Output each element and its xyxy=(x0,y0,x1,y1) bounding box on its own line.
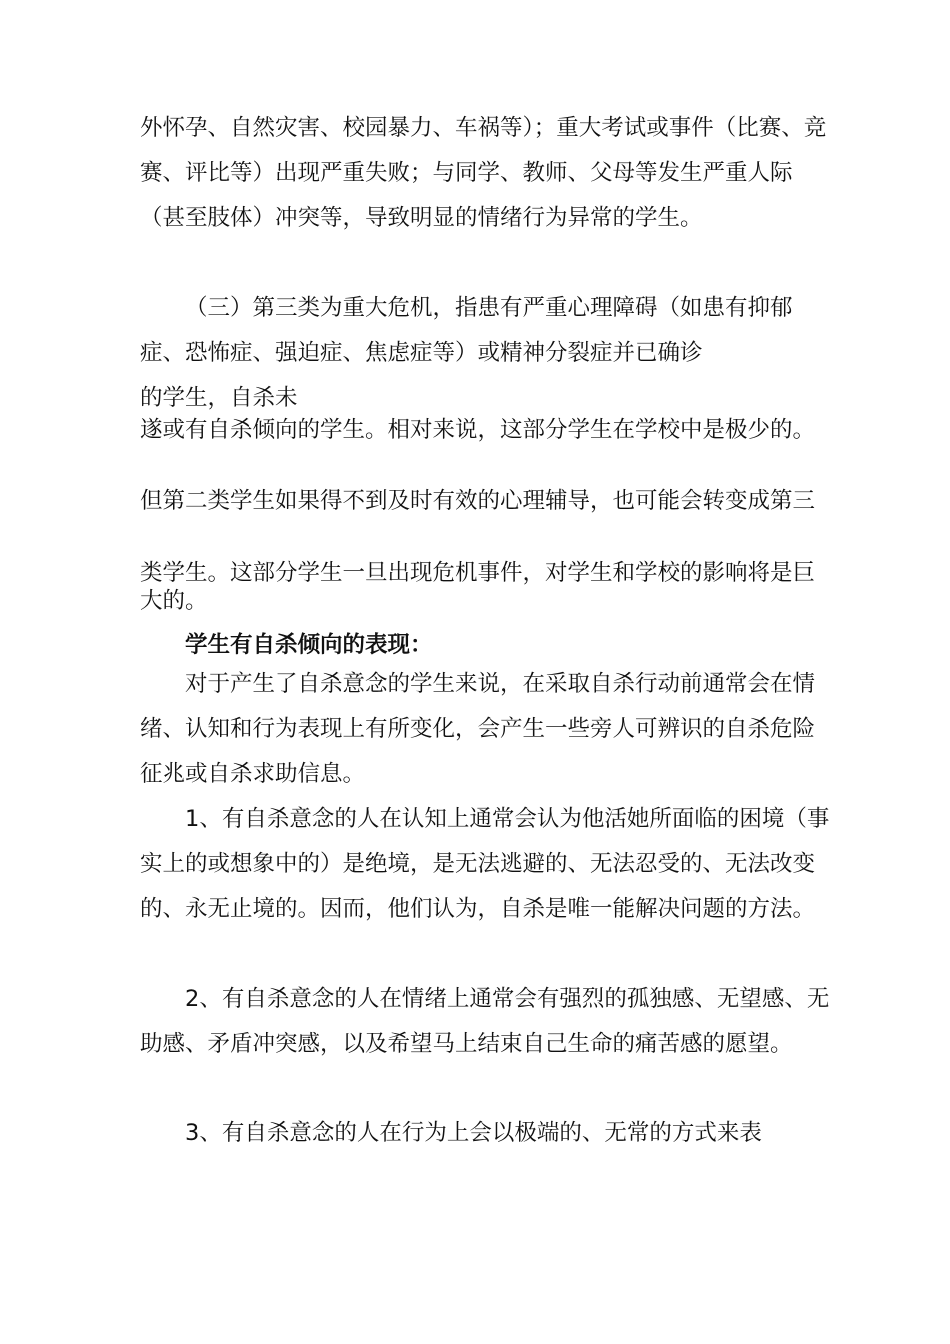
paragraph-second-category-transition: 但第二类学生如果得不到及时有效的心理辅导，也可能会转变成第三 xyxy=(140,488,816,514)
paragraph-behavioral-signs: 3、有自杀意念的人在行为上会以极端的、无常的方式来表 xyxy=(185,1120,762,1146)
section-heading-suicide-signs: 学生有自杀倾向的表现： xyxy=(185,632,433,658)
paragraph-crisis-events: 外怀孕、自然灾害、校园暴力、车祸等）；重大考试或事件（比赛、竞赛、评比等）出现严重失败；与同学、教师、父母等发生严重人际（甚至肢体）冲突等，导致明显的情绪行为异常的学生。 xyxy=(140,115,827,231)
paragraph-warning-signs-intro: 对于产生了自杀意念的学生来说，在采取自杀行动前通常会在情绪、认知和行为表现上有所变化，会产生一些旁人可辨识的自杀危险征兆或自杀求助信息。 xyxy=(140,671,816,787)
paragraph-rare-students: 遂或有自杀倾向的学生。相对来说，这部分学生在学校中是极少的。 xyxy=(140,417,816,443)
paragraph-third-category-tail: 的学生，自杀未 xyxy=(140,385,298,411)
paragraph-emotional-signs: 2、有自杀意念的人在情绪上通常会有强烈的孤独感、无望感、无助感、矛盾冲突感，以及希望马上结束自己生命的痛苦感的愿望。 xyxy=(140,986,830,1057)
paragraph-crisis-impact: 类学生。这部分学生一旦出现危机事件，对学生和学校的影响将是巨大的。 xyxy=(140,560,816,614)
paragraph-third-category: （三）第三类为重大危机，指患有严重心理障碍（如患有抑郁症、恐怖症、强迫症、焦虑症等）或精神分裂症并已确诊 xyxy=(140,295,793,366)
paragraph-cognitive-signs: 1、有自杀意念的人在认知上通常会认为他活她所面临的困境（事实上的或想象中的）是绝境，是无法逃避的、无法忍受的、无法改变的、永无止境的。因而，他们认为，自杀是唯一能解决问题的方法。 xyxy=(140,806,830,922)
